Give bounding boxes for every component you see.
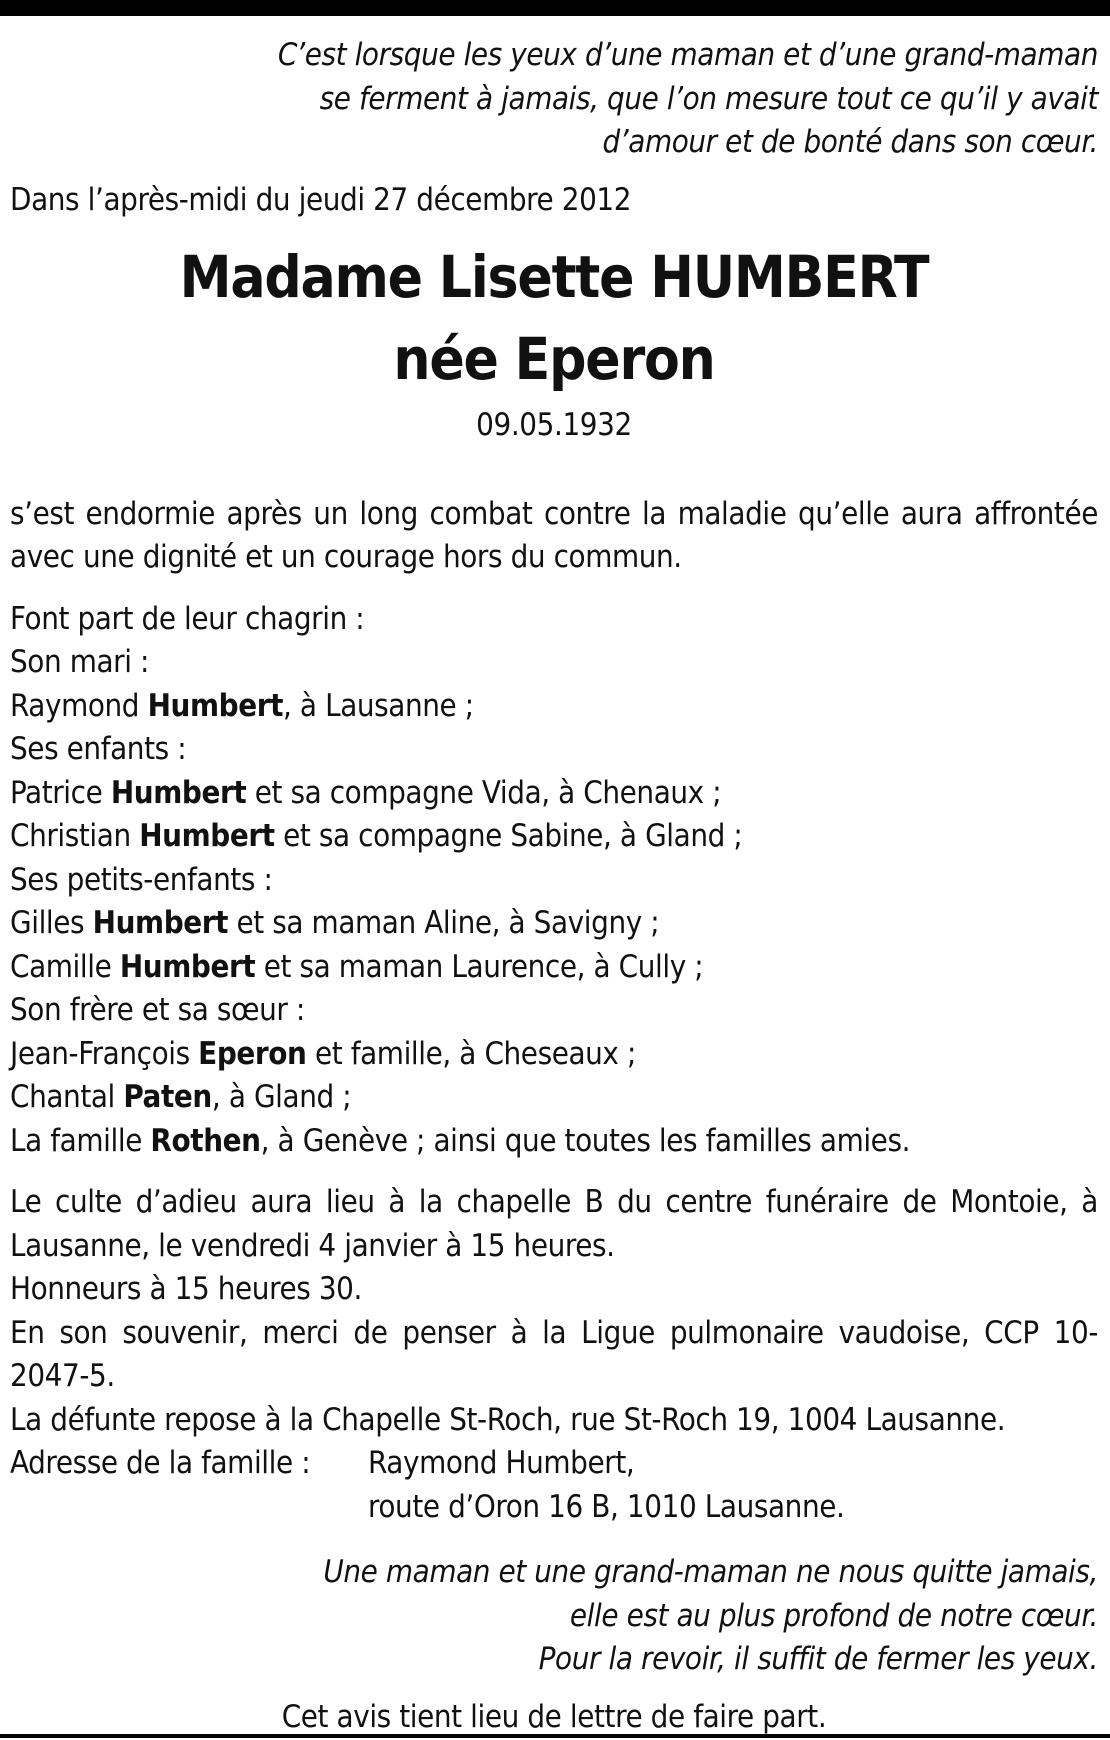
birth-date: 09.05.1932 xyxy=(476,407,632,443)
family-group-label: Ses enfants : xyxy=(10,731,187,767)
family-group-label: Ses petits-enfants : xyxy=(10,861,273,898)
family-heading: Font part de leur chagrin : xyxy=(10,600,365,637)
family-member: Raymond Humbert, à Lausanne ; xyxy=(10,687,474,724)
honours-info: Honneurs à 15 heures 30. xyxy=(10,1271,362,1307)
death-statement: s’est endormie après un long combat contre la maladie qu’elle aura affrontée avec une dignité et un courage hors du commun. xyxy=(10,495,1098,575)
closing-poem xyxy=(10,1551,1098,1682)
bottom-border-rule xyxy=(0,1734,1110,1738)
deceased-maiden-name: née Eperon xyxy=(393,325,715,393)
epigraph-line: C’est lorsque les yeux d’une maman et d’une grand-maman xyxy=(277,37,1098,73)
family-group-label: Son mari : xyxy=(10,644,150,680)
family-surname: Humbert xyxy=(139,818,275,854)
ceremony-info: Le culte d’adieu aura lieu à la chapelle B du centre funéraire de Montoie, à Lausanne, le vendredi 4 janvier à 15 heures. xyxy=(10,1184,1098,1264)
family-list xyxy=(10,598,1098,1164)
family-surname: Humbert xyxy=(119,948,256,985)
family-surname: Paten xyxy=(123,1079,212,1115)
family-address-label: Adresse de la famille : xyxy=(10,1445,311,1481)
family-member: Camille Humbert et sa maman Laurence, à Cully ; xyxy=(10,948,704,985)
deceased-name: Madame Lisette HUMBERT xyxy=(179,243,929,311)
epigraph-line: d’amour et de bonté dans son cœur. xyxy=(602,124,1098,160)
family-surname: Humbert xyxy=(92,905,229,941)
family-member: La famille Rothen, à Genève ; ainsi que toutes les familles amies. xyxy=(10,1122,911,1159)
notice-content xyxy=(10,34,1098,1739)
resting-place: La défunte repose à la Chapelle St-Roch, rue St-Roch 19, 1004 Lausanne. xyxy=(10,1401,1006,1438)
family-member: Gilles Humbert et sa maman Aline, à Savigny ; xyxy=(10,905,660,941)
closing-poem-line: Une maman et une grand-maman ne nous quitte jamais, xyxy=(323,1554,1098,1590)
notice-statement: Cet avis tient lieu de lettre de faire part. xyxy=(281,1698,827,1735)
service-details xyxy=(10,1181,1098,1529)
family-surname: Eperon xyxy=(198,1035,307,1072)
closing-poem-line: elle est au plus profond de notre cœur. xyxy=(569,1597,1098,1634)
family-surname: Humbert xyxy=(110,774,247,811)
family-member: Christian Humbert et sa compagne Sabine, à Gland ; xyxy=(10,818,743,854)
family-member: Jean-François Eperon et famille, à Cheseaux ; xyxy=(10,1035,636,1072)
family-address-line: Raymond Humbert, xyxy=(368,1445,635,1481)
family-member: Patrice Humbert et sa compagne Vida, à Chenaux ; xyxy=(10,774,722,811)
family-group-label: Son frère et sa sœur : xyxy=(10,992,305,1028)
intro-date: Dans l’après-midi du jeudi 27 décembre 2012 xyxy=(10,181,632,218)
family-member: Chantal Paten, à Gland ; xyxy=(10,1079,352,1115)
closing-poem-line: Pour la revoir, il suffit de fermer les yeux. xyxy=(538,1641,1098,1677)
deceased-name-block xyxy=(10,236,1098,400)
donation-info: En son souvenir, merci de penser à la Ligue pulmonaire vaudoise, CCP 10-2047-5. xyxy=(10,1314,1098,1394)
family-surname: Humbert xyxy=(147,687,284,724)
epigraph-line: se ferment à jamais, que l’on mesure tout ce qu’il y avait xyxy=(319,80,1098,117)
epigraph xyxy=(10,34,1098,165)
family-address xyxy=(10,1442,1098,1529)
top-border-rule xyxy=(0,0,1110,16)
family-address-line: route d’Oron 16 B, 1010 Lausanne. xyxy=(368,1488,845,1525)
family-surname: Rothen xyxy=(150,1122,261,1159)
